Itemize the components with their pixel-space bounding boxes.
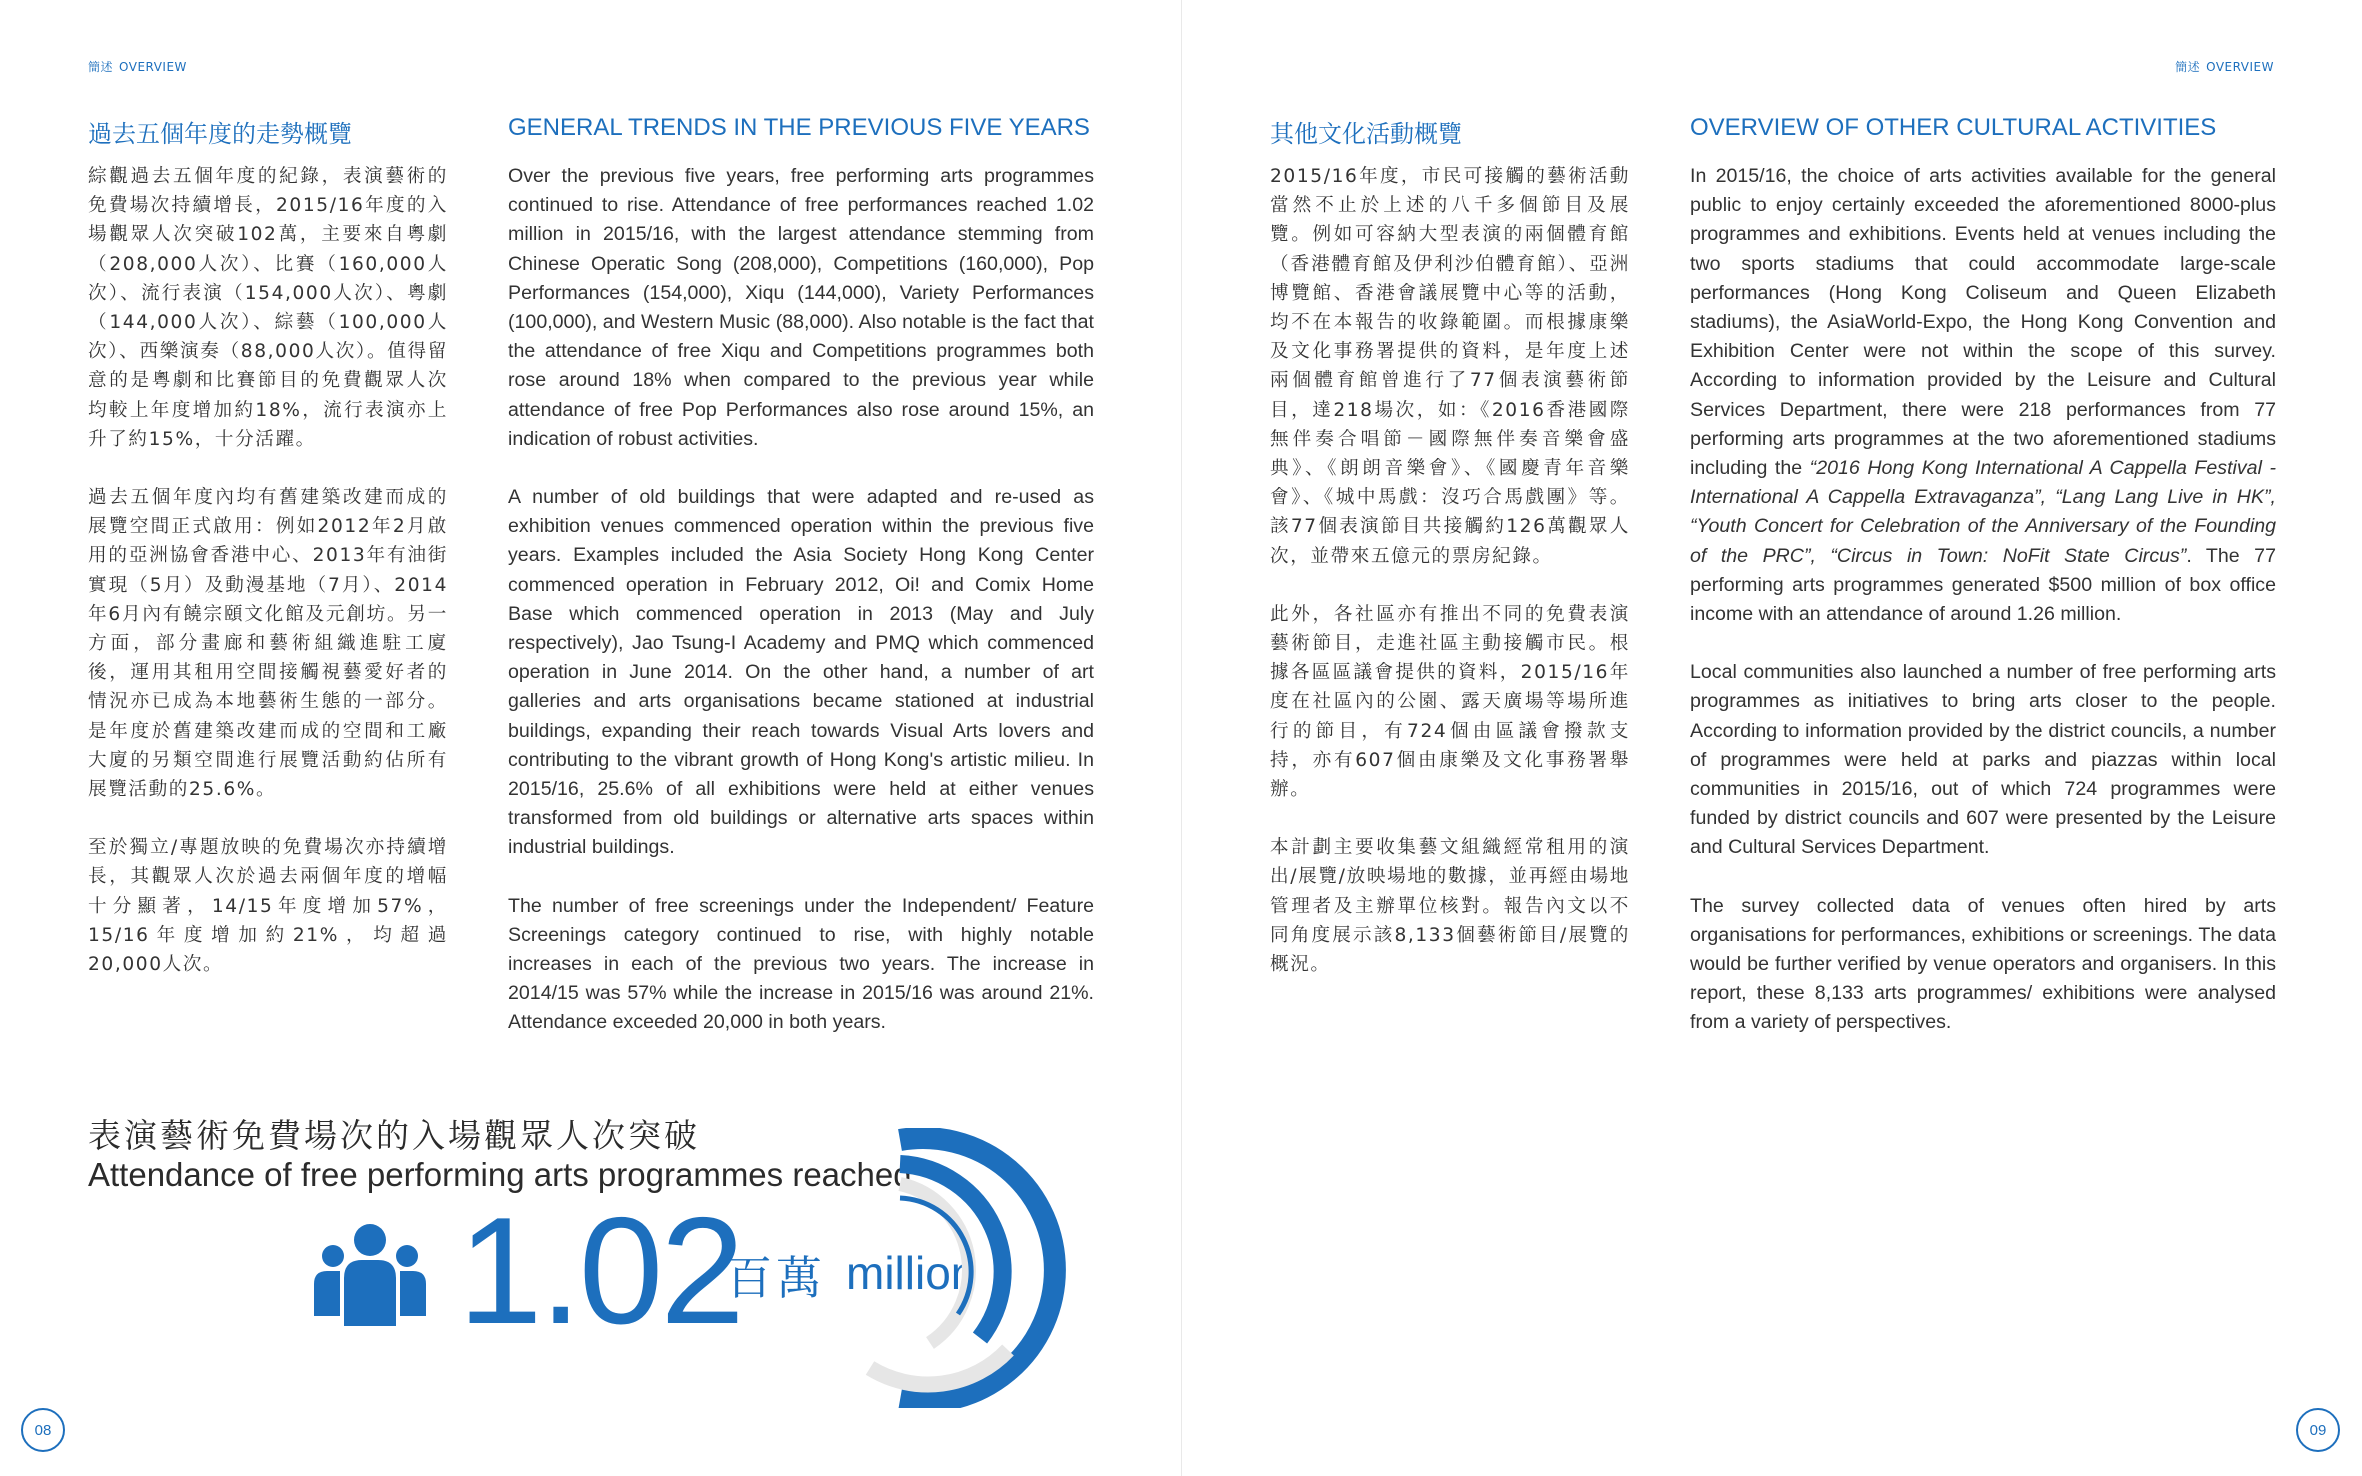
unit-zh: 百萬 [726,1251,826,1305]
zh-heading: 過去五個年度的走勢概覽 [88,120,352,148]
page-number: 08 [21,1408,65,1452]
zh-body-column [1270,162,1630,1008]
en-paragraph: Local communities also launched a number of free performing arts programmes as initiatives to bring arts closer to the people. According to information provided by the district councils, a number of programmes were held at parks and piazzas within local communities in 2015/16, out of which 724 programmes were funded by district councils and 607 were presented by the Leisure and Cultural Services Department. [1690,661,2276,859]
zh-paragraph: 至於獨立/專題放映的免費場次亦持續增長，其觀眾人次於過去兩個年度的增幅十分顯著，14/15年度增加57%，15/16年度增加約21%，均超過20,000人次。 [88,837,448,976]
zh-paragraph: 本計劃主要收集藝文組織經常租用的演出/展覽/放映場地的數據，並再經由場地管理者及主辦單位核對。報告內文以不同角度展示該8,133個藝術節目/展覽的概況。 [1270,837,1630,976]
en-paragraph: The number of free screenings under the Independent/ Feature Screenings category continued to rise, with highly notable increases in each of the previous two years. The increase in 2014/15 was 57% while the increase in 2015/16 was around 21%. Attendance exceeded 20,000 in both years. [508,894,1094,1034]
running-header [2175,58,2274,75]
en-paragraph-text: . The 77 performing arts programmes generated $500 million of box office income with an attendance of around 1.26 million. [1690,544,2276,626]
en-paragraph: A number of old buildings that were adapted and re-used as exhibition venues commenced operation within the previous five years. Examples included the Asia Society Hong Kong Center commenced operation in February 2012, Oi! and Comix Home Base which commenced operation in 2013 (May and July respectively), Jao Tsung-I Academy and PMQ which commenced operation in June 2014. On the other hand, a number of art galleries and arts organisations became stationed at industrial buildings, expanding their reach towards Visual Arts lovers and contributing to the vibrant growth of Hong Kong's artistic milieu. In 2015/16, 25.6% of all exhibitions were held at either venues transformed from old buildings or alternative arts spaces within industrial buildings. [508,486,1094,859]
zh-paragraph: 此外，各社區亦有推出不同的免費表演藝術節目，走進社區主動接觸市民。根據各區區議會提供的資料，2015/16年度在社區內的公園、露天廣場等場所進行的節目，有724個由區議會撥款支持，亦有607個由康樂及文化事務署舉辦。 [1270,603,1630,801]
event-titles: “2016 Hong Kong International A Cappella Festival - International A Cappella Extravaganza”, “Lang Lang Live in HK”, “Youth Concert for Celebration of the Anniversary of the Founding of the PRC”, “Circus in Town: NoFit State Circus” [1690,457,2277,567]
people-group-icon [306,1220,434,1326]
zh-paragraph: 2015/16年度，市民可接觸的藝術活動當然不止於上述的八千多個節目及展覽。例如可容納大型表演的兩個體育館（香港體育館及伊利沙伯體育館）、亞洲博覽館、香港會議展覽中心等的活動，均不在本報告的收錄範圍。而根據康樂及文化事務署提供的資料，是年度上述兩個體育館曾進行了77個表演藝術節目，達218場次，如：《2016香港國際無伴奏合唱節－國際無伴奏音樂會盛典》、《朗朗音樂會》、《國慶青年音樂會》、《城中馬戲：沒巧合馬戲團》等。該77個表演節目共接觸約126萬觀眾人次，並帶來五億元的票房紀錄。 [1270,166,1630,567]
zh-body-column [88,162,448,1008]
running-header-en: OVERVIEW [2206,60,2274,74]
decorative-arcs [840,1128,1110,1408]
zh-paragraph: 過去五個年度內均有舊建築改建而成的展覽空間正式啟用：例如2012年2月啟用的亞洲協會香港中心、2013年有油街實現（5月）及動漫基地（7月）、2014年6月內有饒宗頤文化館及元創坊。另一方面，部分畫廊和藝術組織進駐工廈後，運用其租用空間接觸視藝愛好者的情況亦已成為本地藝術生態的一部分。是年度於舊建築改建而成的空間和工廠大廈的另類空間進行展覽活動約佔所有展覽活動的25.6%。 [88,487,448,801]
callout-zh: 表演藝術免費場次的入場觀眾人次突破 [88,1116,700,1155]
en-paragraph: Over the previous five years, free performing arts programmes continued to rise. Attendance of free performances reached 1.02 million in 2015/16, with the largest attendance stemming from Chinese Operatic Song (208,000), Competitions (160,000), Pop Performances (154,000), Xiqu (144,000), Variety Performances (100,000), and Western Music (88,000). Also notable is the fact that the attendance of free Xiqu and Competitions programmes both rose around 18% when compared to the previous year while attendance of free Pop Performances also rose around 15%, an indication of robust activities. [508,165,1094,450]
en-paragraph [1690,162,2276,629]
en-heading: OVERVIEW OF OTHER CULTURAL ACTIVITIES [1690,114,2217,141]
unit-en: million [846,1247,977,1299]
zh-paragraph: 綜觀過去五個年度的紀錄，表演藝術的免費場次持續增長，2015/16年度的入場觀眾人次突破102萬，主要來自粵劇（208,000人次）、比賽（160,000人次）、流行表演（154,000人次）、粵劇（144,000人次）、綜藝（100,000人次）、西樂演奏（88,000人次）。值得留意的是粵劇和比賽節目的免費觀眾人次均較上年度增加約18%，流行表演亦上升了約15%，十分活躍。 [88,166,448,450]
running-header-zh: 簡述 [88,60,114,74]
en-paragraph: The survey collected data of venues often hired by arts organisations for performances, exhibitions or screenings. The data would be further verified by venue operators and organisers. In this report, these 8,133 arts programmes/ exhibitions were analysed from a variety of perspectives. [1690,894,2276,1034]
en-paragraph-text: In 2015/16, the choice of arts activities available for the general public to enjoy certainly exceeded the aforementioned 8000-plus programmes and exhibitions. Events held at venues including the two sports stadiums that could accommodate large-scale performances (Hong Kong Coliseum and Queen Elizabeth stadiums), the AsiaWorld-Expo, the Hong Kong Convention and Exhibition Center were not within the scope of this survey. According to information provided by the Leisure and Cultural Services Department, there were 218 performances from 77 performing arts programmes at the two aforementioned stadiums including the [1690,165,2276,480]
callout-en: Attendance of free performing arts programmes reached [88,1156,912,1193]
running-header [88,58,187,75]
running-header-en: OVERVIEW [119,60,187,74]
en-heading: GENERAL TRENDS IN THE PREVIOUS FIVE YEARS [508,114,1090,141]
right-page [1182,0,2362,1476]
en-body-column [508,162,1094,1067]
en-body-column [1690,162,2276,1067]
zh-heading: 其他文化活動概覽 [1270,120,1462,148]
running-header-zh: 簡述 [2175,60,2201,74]
page-number: 09 [2296,1408,2340,1452]
attendance-figure: 1.02 [458,1186,742,1356]
